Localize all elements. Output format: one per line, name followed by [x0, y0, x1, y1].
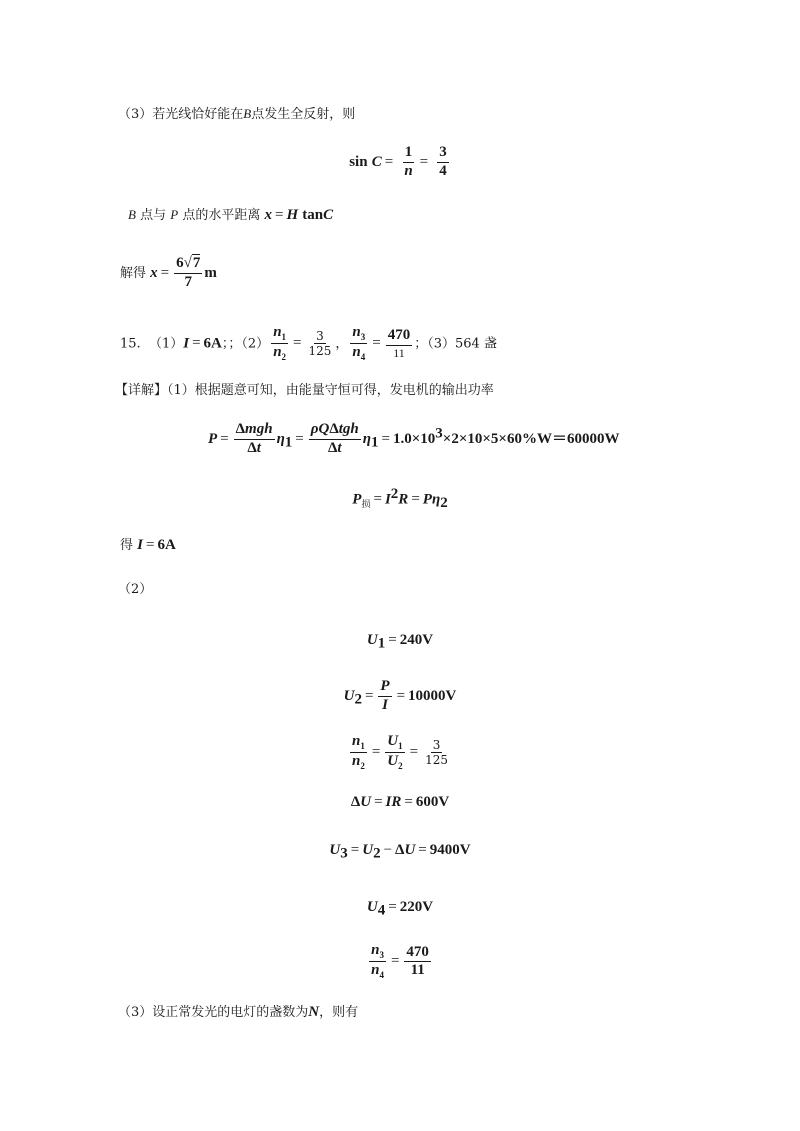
fraction: $\frac{6√7}{7}$: [176, 255, 201, 290]
fraction: $\frac{470}{11}$: [387, 327, 411, 361]
q15-answer-line: 15. （1）I = 6A；；（2） $\frac{n_1}{n_2}$ = $\frac{3}{125}$ ， $\frac{n_3}{n_4}$ = $\frac{470}{11}$ ；（3）564 盏: [120, 324, 497, 363]
fraction: $\frac{n_1}{n_2}$: [273, 324, 287, 363]
part3b-line: （3）设正常发光的电灯的盏数为N，则有: [118, 1004, 359, 1020]
fraction: $\frac{n_1}{n_2}$: [351, 733, 365, 772]
obtain-line: 得 I = 6A: [120, 537, 176, 553]
distance-line: B 点与 P 点的水平距离 x = H tanC: [128, 207, 334, 223]
equation-u4: $U_4 = 220V$: [366, 899, 434, 919]
equation-ratio1: $\frac{n_1}{n_2}$ = $\frac{U_1}{U_2}$ = $\frac{3}{125}$: [351, 733, 449, 772]
fraction: $\frac{n_3}{n_4}$: [352, 324, 366, 363]
equation-u3: $U_3 = U_2 - \Delta U = 9400V$: [329, 842, 471, 862]
part3-intro: （3）若光线恰好能在B点发生全反射，则: [118, 106, 356, 122]
fraction: $\frac{\text{ρQΔtgh}}{\Delta t}$: [310, 421, 359, 456]
fraction: $\frac{n_3}{n_4}$: [371, 942, 384, 981]
equation-power: P = $\frac{\text{Δmgh}}{\Delta t}$ $\eta_1$ = $\frac{\text{ρQΔtgh}}{\Delta t}$ $\eta_1 = 1.0\times 10^3\times 2\times 10\times 5\times 60\%W=60000W$: [208, 421, 620, 456]
point-b: B: [243, 106, 252, 121]
equation-loss: $P_损 = I^2R = P\eta_2$: [352, 486, 448, 511]
fraction: $\frac{P}{I}$: [380, 678, 390, 713]
equation-ratio2: $\frac{n_3}{n_4}$ = $\frac{470}{11}$: [371, 942, 429, 981]
solve-line: 解得 x = $\frac{6√7}{7}$ m: [120, 255, 217, 290]
fraction: $\frac{\text{Δmgh}}{\Delta t}$: [235, 421, 273, 456]
fraction: $\frac{U_1}{U_2}$: [387, 733, 403, 772]
equation-u2: $U_2$ = $\frac{P}{I}$ = 10000V: [343, 678, 457, 713]
fraction: $\frac{470}{11}$: [406, 943, 429, 979]
equation-delta-u: ΔU = IR = 600V: [350, 794, 450, 810]
equation-sinC: sin C = $\frac{1}{n}$ = $\frac{3}{4}$: [349, 144, 447, 179]
equation-u1: $U_1 = 240V$: [366, 632, 434, 652]
fraction: $\frac{3}{125}$: [308, 328, 332, 359]
fraction: $\frac{3}{125}$: [425, 737, 449, 768]
fraction: $\frac{1}{n}$: [404, 144, 413, 179]
detail-line: 【详解】（1）根据题意可知，由能量守恒可得，发电机的输出功率: [115, 383, 494, 398]
part2-label: （2）: [118, 582, 153, 597]
fraction: $\frac{3}{4}$: [439, 144, 447, 179]
